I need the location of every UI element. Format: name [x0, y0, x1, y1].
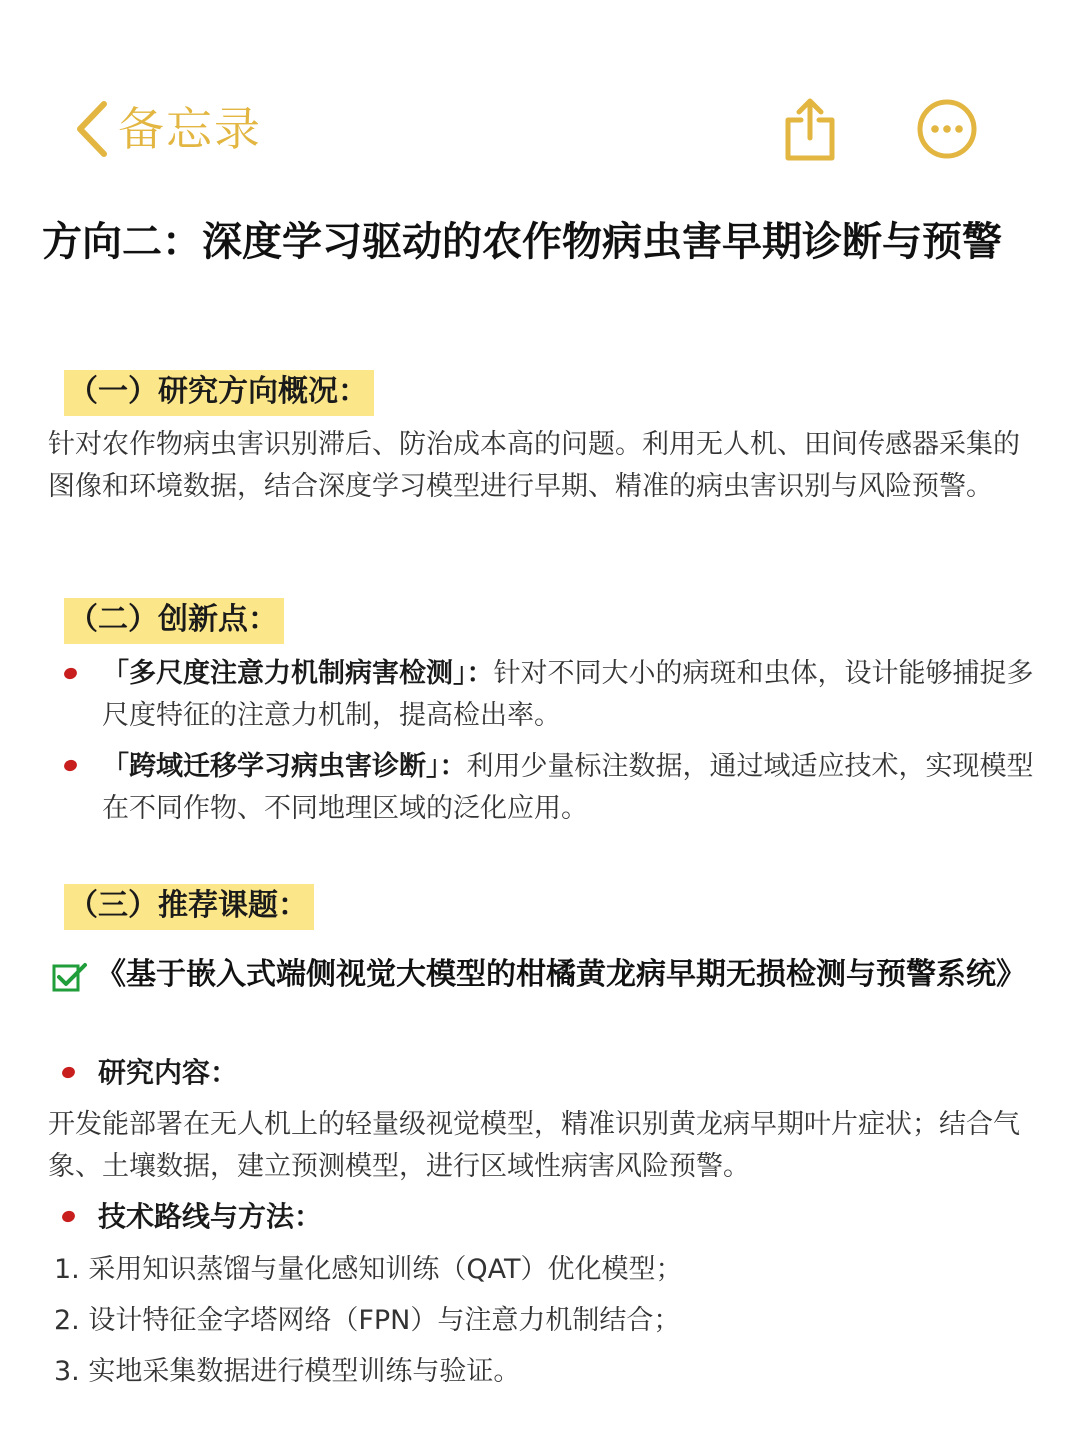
research-content-label: 研究内容：	[98, 1056, 239, 1089]
back-button[interactable]	[74, 98, 262, 160]
innovation-item	[102, 653, 1037, 737]
method-label: 技术路线与方法：	[98, 1200, 323, 1233]
innovation-item	[102, 746, 1037, 830]
innovation-item-name: 「跨域迁移学习病虫害诊断」：	[102, 751, 467, 782]
method-step: 2. 设计特征金字塔网络（FPN）与注意力机制结合；	[54, 1305, 681, 1336]
innovation-item-name: 「多尺度注意力机制病害检测」：	[102, 658, 494, 689]
method-step: 1. 采用知识蒸馏与量化感知训练（QAT）优化模型；	[54, 1254, 683, 1285]
bullet-dot-icon	[63, 758, 79, 772]
more-icon	[914, 98, 980, 160]
bullet-dot-icon	[61, 1065, 77, 1079]
bullet-dot-icon	[61, 1209, 77, 1223]
share-icon	[780, 96, 840, 162]
checkbox-checked-icon	[52, 962, 88, 992]
share-button[interactable]	[780, 96, 840, 162]
chevron-left-icon	[74, 100, 110, 158]
note-title: 方向二：深度学习驱动的农作物病虫害早期诊断与预警	[42, 219, 1002, 265]
top-nav-bar	[0, 0, 1080, 200]
innovation-item-desc: 针对不同大小的病斑和虫体，设计能够捕捉多尺度特征的注意力机制，提高检出率。	[102, 658, 1034, 731]
research-content-text: 开发能部署在无人机上的轻量级视觉模型，精准识别黄龙病早期叶片症状；结合气象、土壤数据，建立预测模型，进行区域性病害风险预警。	[48, 1109, 1020, 1182]
section-heading-overview: （一）研究方向概况：	[64, 370, 374, 416]
section-heading-topics: （三）推荐课题：	[64, 884, 314, 930]
section-heading-innovation: （二）创新点：	[64, 598, 284, 644]
back-label: 备忘录	[118, 102, 262, 156]
innovation-item-desc: 利用少量标注数据，通过域适应技术，实现模型在不同作物、不同地理区域的泛化应用。	[102, 751, 1034, 824]
topic-title: 《基于嵌入式端侧视觉大模型的柑橘黄龙病早期无损检测与预警系统》	[96, 957, 1026, 992]
overview-text: 针对农作物病虫害识别滞后、防治成本高的问题。利用无人机、田间传感器采集的图像和环境数据，结合深度学习模型进行早期、精准的病虫害识别与风险预警。	[48, 429, 1020, 502]
bullet-dot-icon	[63, 666, 79, 680]
method-step: 3. 实地采集数据进行模型训练与验证。	[54, 1356, 521, 1387]
more-button[interactable]	[914, 98, 980, 160]
